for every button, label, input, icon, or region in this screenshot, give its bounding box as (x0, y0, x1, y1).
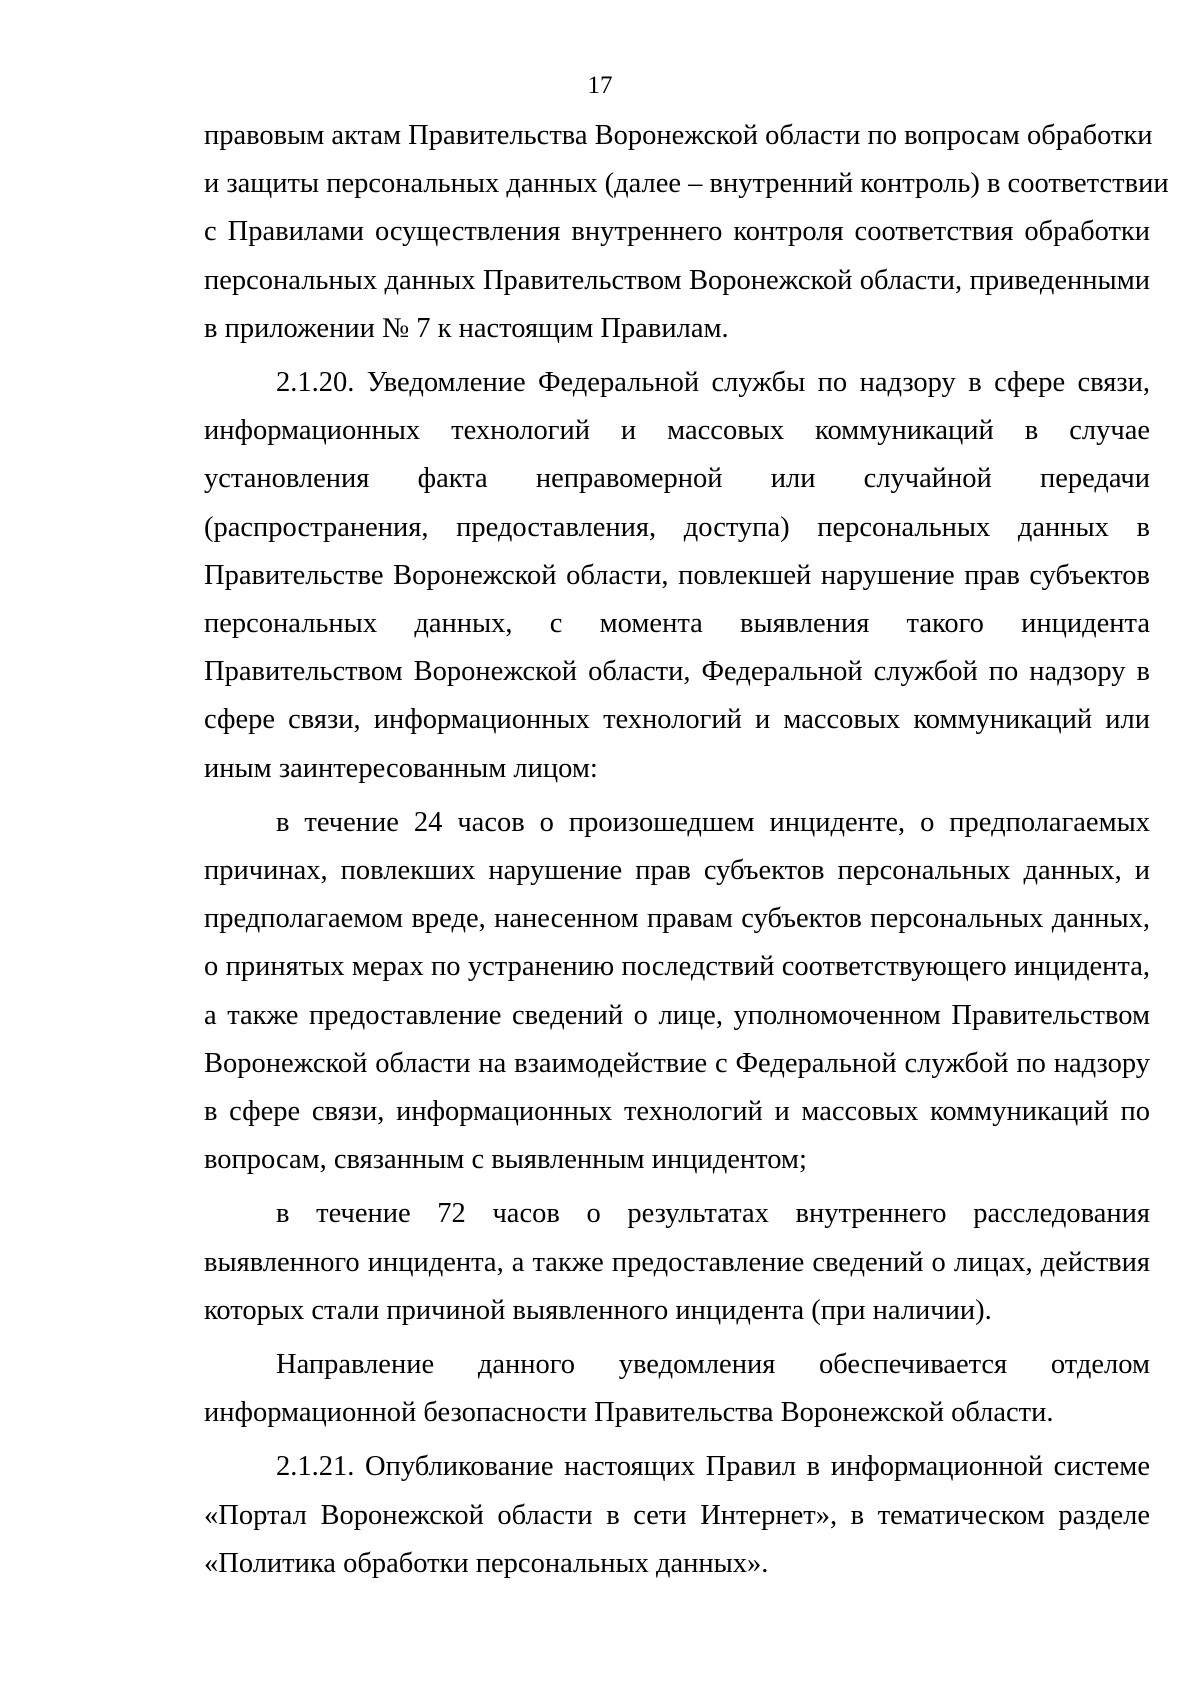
text-line: которых стали причиной выявленного инцидента (при наличии). (204, 1294, 992, 1326)
paragraph (204, 1341, 1150, 1437)
text-line: правовым актам Правительства Воронежской области по вопросам обработки (204, 120, 1153, 151)
text-line: Направление данного уведомления обеспечивается отделом (276, 1349, 1150, 1381)
paragraph (204, 359, 1150, 793)
paragraph (204, 112, 1169, 353)
text-line: персональных данных Правительством Воронежской области, приведенными (204, 264, 1150, 296)
text-line: о принятых мерах по устранению последствий соответствующего инцидента, (204, 951, 1150, 983)
text-line: и защиты персональных данных (далее – внутренний контроль) в соответствии (204, 168, 1169, 200)
paragraph (204, 1443, 1150, 1588)
text-line: причинах, повлекших нарушение прав субъектов персональных данных, и (204, 855, 1150, 887)
text-line: «Политика обработки персональных данных». (204, 1547, 769, 1579)
text-line: установления факта неправомерной или случайной передачи (204, 463, 1150, 495)
text-line: в сфере связи, информационных технологий и массовых коммуникаций по (204, 1096, 1150, 1128)
text-line: Воронежской области на взаимодействие с Федеральной службой по надзору (204, 1047, 1150, 1079)
text-line: (распространения, предоставления, доступа) персональных данных в (204, 511, 1150, 543)
text-line: 2.1.20. Уведомление Федеральной службы по надзору в сфере связи, (276, 367, 1150, 399)
text-line: информационной безопасности Правительства Воронежской области. (204, 1397, 1054, 1429)
text-line: персональных данных, с момента выявления такого инцидента (204, 608, 1150, 640)
paragraph (204, 1190, 1150, 1335)
text-line: в течение 72 часов о результатах внутреннего расследования (276, 1198, 1150, 1230)
text-line: Правительством Воронежской области, Федеральной службой по надзору в (204, 656, 1150, 688)
text-line: вопросам, связанным с выявленным инцидентом; (204, 1144, 807, 1176)
text-line: выявленного инцидента, а также предоставление сведений о лицах, действия (204, 1246, 1150, 1278)
text-line: в течение 24 часов о произошедшем инциденте, о предполагаемых (276, 806, 1150, 838)
paragraph (204, 799, 1150, 1185)
text-line: с Правилами осуществления внутреннего контроля соответствия обработки (204, 216, 1150, 248)
text-line: информационных технологий и массовых коммуникаций в случае (204, 415, 1150, 447)
text-line: а также предоставление сведений о лице, уполномоченном Правительством (204, 999, 1150, 1031)
text-line: предполагаемом вреде, нанесенном правам субъектов персональных данных, (204, 903, 1150, 935)
text-line: иным заинтересованным лицом: (204, 752, 598, 784)
page-number: 17 (587, 72, 613, 99)
text-line: сфере связи, информационных технологий и массовых коммуникаций или (204, 704, 1150, 736)
text-line: Правительстве Воронежской области, повлекшей нарушение прав субъектов (204, 559, 1150, 591)
text-line: «Портал Воронежской области в сети Интернет», в тематическом разделе (204, 1499, 1150, 1531)
text-line: в приложении № 7 к настоящим Правилам. (204, 312, 729, 344)
document-body (204, 112, 1169, 1588)
text-line: 2.1.21. Опубликование настоящих Правил в информационной системе (276, 1451, 1150, 1483)
